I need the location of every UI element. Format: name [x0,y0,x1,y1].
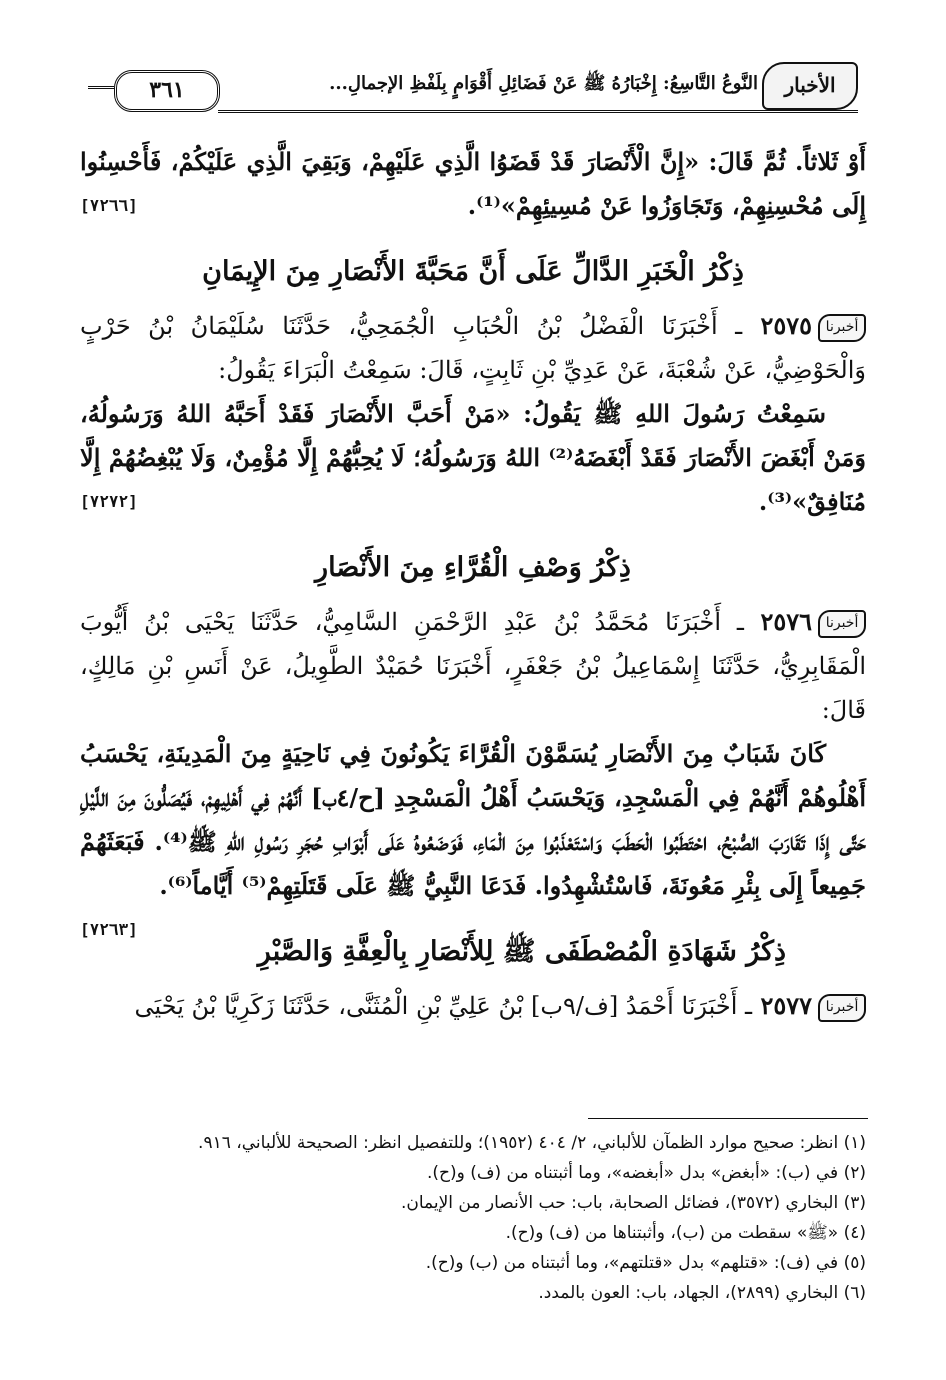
hadith-number: ٢٥٧٧ [752,991,812,1020]
matn-text: سَمِعْتُ رَسُولَ اللهِ ﷺ يَقُولُ: «مَنْ أَحَبَّ الأَنْصَارَ فَقَدْ أَحَبَّهُ اللهُ وَرَسُولُهُ، وَمَنْ أَبْغَضَ الأَنْصَارَ فَقَدْ أَبْغَضَهُ⁽²⁾ اللهُ وَرَسُولُهُ؛ لَا يُحِبُّهُمْ إِلَّا مُؤْمِنٌ، وَلَا يُبْغِضُهُمْ إِلَّا مُنَافِقٌ»⁽³⁾. [80,399,867,516]
isnad-text: ـ أَخْبَرَنَا مُحَمَّدُ بْنُ عَبْدِ الرَّحْمَنِ السَّامِيُّ، حَدَّثَنَا يَحْيَى بْنُ أَيُّوبَ الْمَقَابِرِيُّ، حَدَّثَنَا إِسْمَاعِيلُ بْنُ جَعْفَرٍ، أَخْبَرَنَا حُمَيْدٌ الطَّوِيلُ، عَنْ أَنَسِ بْنِ مَالِكٍ، قَالَ: [80,608,866,724]
akhbar-icon: أخبرنا [818,994,866,1022]
page-number: ٣٦١ [114,70,220,112]
text-paragraph [80,732,866,939]
hadith-reference: [٧٢٦٣] [80,920,138,939]
header-rule-left [88,86,114,89]
footnote: (٤) «ﷺ» سقطت من (ب)، وأثبتناها من (ف) و(ح). [505,1223,866,1243]
page-header [88,62,858,112]
footnote: (٢) في (ب): «أبغض» بدل «أبغضه»، وما أثبتناه من (ف) و(ح). [426,1163,866,1183]
isnad-paragraph [80,984,866,1028]
isnad-text: ـ أَخْبَرَنَا أَحْمَدُ [ف/٩ب] بْنُ عَلِيِّ بْنِ الْمُثَنَّى، حَدَّثَنَا زَكَرِيَّا بْنُ يَحْيَى [134,992,753,1020]
footnote: (٣) البخاري (٣٥٧٢)، فضائل الصحابة، باب: حب الأنصار من الإيمان. [400,1193,866,1213]
section-title: ذِكْرُ الْخَبَرِ الدَّالِّ عَلَى أَنَّ مَحَبَّةَ الأَنْصَارِ مِنَ الإِيمَانِ [202,256,744,287]
isnad-paragraph [80,600,866,732]
text-paragraph [80,140,866,228]
akhbar-icon: أخبرنا [818,314,866,342]
main-text [80,140,866,1028]
isnad-paragraph [80,304,866,392]
matn-text: أَوْ ثَلاثاً. ثُمَّ قَالَ: «إِنَّ الْأَنْصَارَ قَدْ قَضَوُا الَّذِي عَلَيْهِمْ، وَبَقِيَ الَّذِي عَلَيْكُمْ، فَأَحْسِنُوا إِلَى مُحْسِنِهِمْ، وَتَجَاوَزُوا عَنْ مُسِيئِهِمْ»⁽¹⁾. [80,147,866,220]
text-paragraph [80,392,866,524]
hadith-reference: [٧٢٦٦] [80,196,138,215]
akhbar-icon: أخبرنا [818,610,866,638]
footnote-separator [588,1118,868,1119]
hadith-number: ٢٥٧٥ [742,311,812,340]
isnad-text: ـ أَخْبَرَنَا الْفَضْلُ بْنُ الْحُبَابِ الْجُمَحِيُّ، حَدَّثَنَا سُلَيْمَانُ بْنُ حَرْبٍ وَالْحَوْضِيُّ، عَنْ شُعْبَةَ، عَنْ عَدِيِّ بْنِ ثَابِتٍ، قَالَ: سَمِعْتُ الْبَرَاءَ يَقُولُ: [80,312,866,384]
header-rule [218,110,858,113]
running-title: النَّوعُ التَّاسِعُ: إِخْبَارُهُ ﷺ عَنْ فَضَائِلِ أَقْوَامٍ بِلَفْظِ الإجمالِ... [329,73,758,94]
section-title: ذِكْرُ شَهَادَةِ الْمُصْطَفَى ﷺ لِلأَنْصَارِ بِالْعِفَّةِ وَالصَّبْرِ [257,936,786,967]
footnotes [80,1128,866,1308]
chapter-badge: الأخبار [762,62,858,110]
hadith-reference: [٧٢٧٢] [80,492,138,511]
section-title: ذِكْرُ وَصْفِ الْقُرَّاءِ مِنَ الأَنْصَارِ [315,552,631,583]
footnote: (٦) البخاري (٢٨٩٩)، الجهاد، باب: العون بالمدد. [538,1283,866,1303]
footnote: (٥) في (ف): «قتلهم» بدل «قتلتهم»، وما أثبتناه من (ب) و(ح). [425,1253,866,1273]
hadith-number: ٢٥٧٦ [743,607,813,636]
footnote: (١) انظر: صحيح موارد الظمآن للألباني، ٢/ ٤٠٤ (١٩٥٢)؛ وللتفصيل انظر: الصحيحة للألباني، ٩١٦. [198,1133,866,1153]
matn-text: كَانَ شَبَابٌ مِنَ الأَنْصَارِ يُسَمَّوْنَ الْقُرَّاءَ يَكُونُونَ فِي نَاحِيَةٍ مِنَ الْمَدِينَةِ، يَحْسَبُ أَهْلُوهُمْ أَنَّهُمْ فِي الْمَسْجِدِ، وَيَحْسَبُ أَهْلُ الْمَسْجِدِ [ح/٤ب] أَنَّهُمْ فِي أَهْلِيهِمْ، فَيُصَلُّونَ مِنَ اللَّيْلِ حَتَّى إِذَا تَقَارَبَ الصُّبْحُ، احْتَطَبُوا الْحَطَبَ وَاسْتَعْذَبُوا مِنَ الْمَاءِ، فَوَضَعُوهُ عَلَى أَبْوَابِ حُجَرِ رَسُولِ اللهِ ﷺ⁽⁴⁾. فَبَعَثَهُمْ جَمِيعاً إِلَى بِئْرِ مَعُونَةَ، فَاسْتُشْهِدُوا. فَدَعَا النَّبِيُّ ﷺ عَلَى قَتَلَتِهِمْ⁽⁵⁾ أَيَّاماً⁽⁶⁾. [80,739,866,900]
